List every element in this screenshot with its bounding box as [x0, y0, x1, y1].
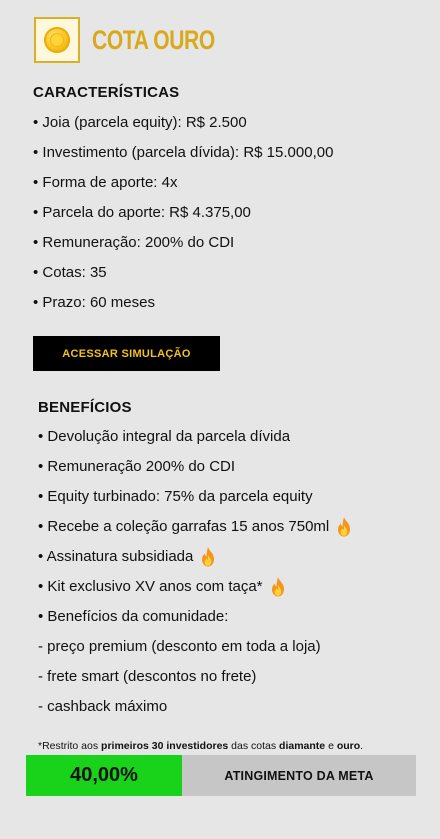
caracteristica-text: • Cotas: 35 [33, 264, 107, 281]
caracteristicas-title: CARACTERÍSTICAS [33, 84, 180, 101]
beneficio-text: • Remuneração 200% do CDI [38, 458, 236, 475]
beneficio-text: • Devolução integral da parcela dívida [38, 428, 291, 445]
beneficio-text: • Kit exclusivo XV anos com taça* [38, 578, 263, 595]
beneficio-item [38, 542, 353, 572]
caracteristica-item [33, 258, 333, 288]
caracteristica-item [33, 168, 333, 198]
caracteristica-item [33, 108, 333, 138]
caracteristicas-list [33, 108, 333, 318]
beneficio-item [38, 452, 353, 482]
caracteristica-item [33, 138, 333, 168]
beneficio-item [38, 512, 353, 542]
beneficio-text: • Recebe a coleção garrafas 15 anos 750ml [38, 518, 330, 535]
progress-percent: 40,00% [70, 764, 138, 786]
beneficio-text: • Equity turbinado: 75% da parcela equity [38, 488, 313, 505]
caracteristica-text: • Forma de aporte: 4x [33, 174, 178, 191]
fire-icon [269, 577, 287, 597]
caracteristica-item [33, 198, 333, 228]
beneficios-title: BENEFÍCIOS [38, 399, 132, 416]
beneficio-item [38, 602, 353, 632]
beneficio-text: - cashback máximo [38, 698, 168, 715]
fire-icon [199, 547, 217, 567]
page-title: COTA OURO [92, 24, 215, 55]
beneficios-list [38, 422, 353, 722]
caracteristica-text: • Parcela do aporte: R$ 4.375,00 [33, 204, 251, 221]
access-simulation-button[interactable]: ACESSAR SIMULAÇÃO [33, 336, 220, 371]
beneficio-text: - frete smart (descontos no frete) [38, 668, 257, 685]
footnote: *Restrito aos primeiros 30 investidores das cotas diamante e ouro. [38, 740, 364, 752]
beneficio-item [38, 422, 353, 452]
progress-label: ATINGIMENTO DA META [224, 768, 374, 783]
beneficio-item [38, 572, 353, 602]
fire-icon [335, 517, 353, 537]
caracteristica-text: • Joia (parcela equity): R$ 2.500 [33, 114, 247, 131]
header [34, 14, 250, 66]
beneficio-item [38, 632, 353, 662]
goal-progress-bar [26, 755, 416, 796]
beneficio-item [38, 692, 353, 722]
caracteristica-item [33, 288, 333, 318]
caracteristica-text: • Prazo: 60 meses [33, 294, 155, 311]
caracteristica-text: • Remuneração: 200% do CDI [33, 234, 235, 251]
progress-fill [26, 755, 182, 796]
gold-coin-icon [34, 17, 80, 63]
caracteristica-item [33, 228, 333, 258]
beneficio-text: - preço premium (desconto em toda a loja) [38, 638, 321, 655]
caracteristica-text: • Investimento (parcela dívida): R$ 15.000,00 [33, 144, 334, 161]
beneficio-item [38, 482, 353, 512]
beneficio-text: • Assinatura subsidiada [38, 548, 194, 565]
beneficio-item [38, 662, 353, 692]
beneficio-text: • Benefícios da comunidade: [38, 608, 229, 625]
